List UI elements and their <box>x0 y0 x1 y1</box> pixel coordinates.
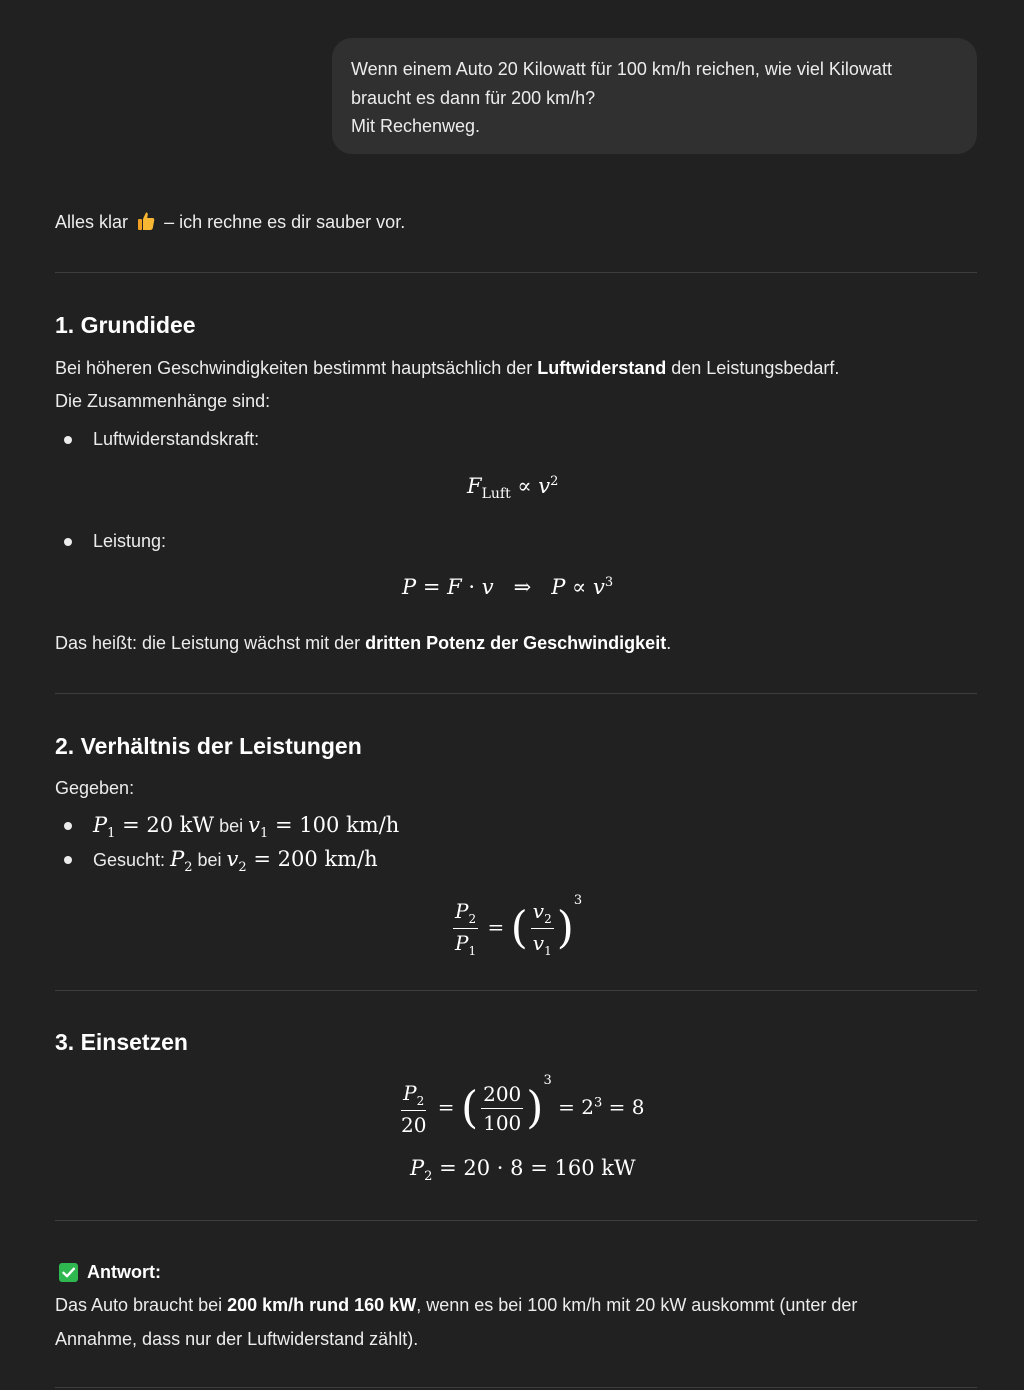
answer-text: Annahme, dass nur der Luftwiderstand zählt). <box>55 1329 419 1349</box>
section-heading: 1. Grundidee <box>55 312 196 338</box>
section-heading: 3. Einsetzen <box>55 1029 188 1055</box>
equation-substitution: $\frac{P_2}{20}$ = ( $\frac{200}{100}$ )$^3 = 2^3 = 8$ <box>401 1073 645 1137</box>
answer-label: Antwort: <box>87 1262 161 1282</box>
user-message-bubble <box>332 38 977 154</box>
divider <box>55 693 977 694</box>
bullet-dot <box>64 436 72 444</box>
equation-drag-force: $F_{Luft} \propto v^2$ <box>467 474 559 503</box>
list-item: $P_1 = 20$ kW bei $v_1 = 100$ km/h <box>93 813 400 842</box>
answer-text: Das Auto braucht bei 200 km/h rund 160 kW, wenn es bei 100 km/h mit 20 kW auskommt (unter der <box>55 1295 858 1315</box>
divider <box>55 990 977 991</box>
section-heading: 2. Verhältnis der Leistungen <box>55 733 362 759</box>
paragraph: Die Zusammenhänge sind: <box>55 391 271 411</box>
checkmark-icon <box>59 1263 78 1282</box>
paragraph: Gegeben: <box>55 778 135 798</box>
user-message-line: Wenn einem Auto 20 Kilowatt für 100 km/h reichen, wie viel Kilowatt <box>351 59 892 79</box>
paragraph: Das heißt: die Leistung wächst mit der dritten Potenz der Geschwindigkeit. <box>55 633 672 653</box>
paragraph: Bei höheren Geschwindigkeiten bestimmt hauptsächlich der Luftwiderstand den Leistungsbedarf. <box>55 358 840 378</box>
bullet-dot <box>64 856 72 864</box>
equation-power: P = F · v ⇒ $P \propto v^3$ <box>402 575 614 599</box>
user-message-line: braucht es dann für 200 km/h? <box>351 87 596 108</box>
equation-result: $P_2 = 20 \cdot 8 = 160$ kW <box>410 1156 636 1185</box>
user-message-line: Mit Rechenweg. <box>351 116 481 136</box>
divider <box>55 1220 977 1221</box>
list-item: Luftwiderstandskraft: <box>93 429 260 449</box>
bullet-dot <box>64 538 72 546</box>
divider <box>55 272 977 273</box>
intro-text: Alles klar – ich rechne es dir sauber vor. <box>55 212 406 232</box>
bullet-dot <box>64 822 72 830</box>
list-item: Gesucht: $P_2$ bei $v_2 = 200$ km/h <box>93 847 378 876</box>
thumbs-up-icon <box>137 211 155 231</box>
list-item: Leistung: <box>93 531 167 551</box>
divider <box>55 1387 977 1388</box>
equation-ratio: $\frac{P_2}{P_1}$ = ( $\frac{v_2}{v_1}$ )$^3$ <box>455 893 583 958</box>
